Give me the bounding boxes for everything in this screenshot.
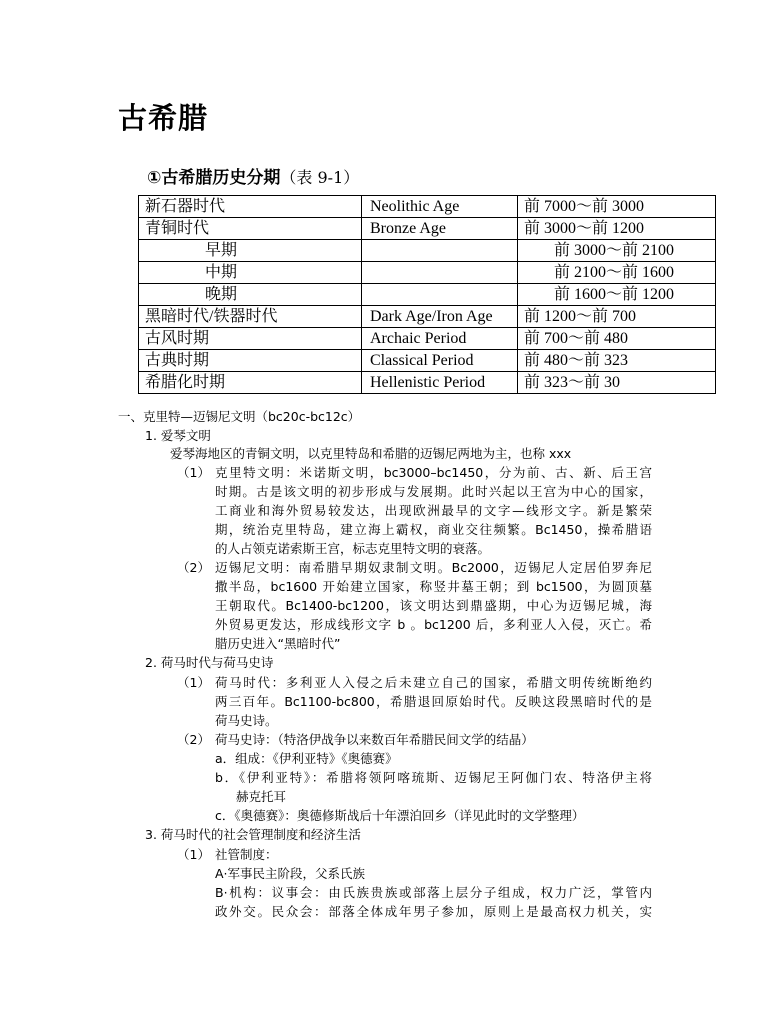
paragraph-line: A·军事民主阶段，父系氏族	[215, 866, 366, 881]
paragraph-line: 两三百年。Bc1100-bc800，希腊退回原始时代。反映这段黑暗时代的是	[215, 694, 652, 709]
paragraph-line: 荷马史诗：（特洛伊战争以来数百年希腊民间文学的结晶）	[215, 732, 534, 747]
table-cell: 前 1200～前 700	[518, 306, 716, 328]
subsection-heading: 2. 荷马时代与荷马史诗	[145, 655, 274, 670]
table-cell: 中期	[139, 262, 362, 284]
list-marker: （1）	[177, 847, 210, 862]
paragraph-line: 政外交。民众会：部落全体成年男子参加，原则上是最高权力机关，实	[215, 904, 652, 919]
paragraph-line: b．《伊利亚特》：希腊将领阿喀琉斯、迈锡尼王阿伽门农、特洛伊主将	[215, 770, 652, 785]
section-heading-1: 一、克里特—迈锡尼文明（bc20c-bc12c）	[118, 409, 361, 424]
table-row	[139, 372, 716, 394]
paragraph-line: 期，统治克里特岛，建立海上霸权，商业交往频繁。Bc1450，操希腊语	[215, 522, 652, 537]
table-cell: 希腊化时期	[139, 372, 362, 394]
history-period-table	[138, 195, 716, 394]
paragraph-line: B·机构：议事会：由氏族贵族或部落上层分子组成，权力广泛，掌管内	[215, 885, 652, 900]
table-cell: Hellenistic Period	[362, 372, 518, 394]
paragraph-line: a．组成：《伊利亚特》《奥德赛》	[215, 751, 398, 766]
table-cell	[362, 262, 518, 284]
subsection-heading: 3. 荷马时代的社会管理制度和经济生活	[145, 827, 361, 842]
table-row	[139, 262, 716, 284]
table-row	[139, 196, 716, 218]
table-cell: 前 3000～前 1200	[518, 218, 716, 240]
paragraph-line: 爱琴海地区的青铜文明，以克里特岛和希腊的迈锡尼两地为主，也称 xxx	[170, 446, 572, 461]
table-cell: 新石器时代	[139, 196, 362, 218]
section-heading-text: ①古希腊历史分期	[147, 168, 281, 188]
table-row	[139, 350, 716, 372]
paragraph-line: c．《奥德赛》：奥德修斯战后十年漂泊回乡（详见此时的文学整理）	[215, 808, 585, 823]
paragraph-line: 王朝取代。Bc1400-bc1200，该文明达到鼎盛期，中心为迈锡尼城，海	[215, 598, 652, 613]
table-cell: Archaic Period	[362, 328, 518, 350]
table-cell: 黑暗时代/铁器时代	[139, 306, 362, 328]
section-heading	[147, 163, 359, 188]
table-cell: 前 323～前 30	[518, 372, 716, 394]
table-cell	[362, 284, 518, 306]
table-cell: Neolithic Age	[362, 196, 518, 218]
table-cell: 古典时期	[139, 350, 362, 372]
paragraph-line: 撒半岛，bc1600 开始建立国家，称竖井墓王朝；到 bc1500，为圆顶墓	[215, 579, 652, 594]
paragraph-line: 赫克托耳	[236, 789, 287, 804]
table-row	[139, 218, 716, 240]
paragraph-line: 荷马史诗。	[215, 713, 278, 728]
page-title: 古希腊	[118, 101, 209, 135]
table-cell: 前 3000～前 2100	[518, 240, 716, 262]
table-cell: 前 480～前 323	[518, 350, 716, 372]
paragraph-line: 社管制度：	[215, 847, 278, 862]
table-cell: 青铜时代	[139, 218, 362, 240]
paragraph-line: 外贸易更发达，形成线形文字 b 。bc1200 后，多利亚人入侵，灭亡。希	[215, 617, 652, 632]
table-cell: 晚期	[139, 284, 362, 306]
table-row	[139, 306, 716, 328]
table-cell: Dark Age/Iron Age	[362, 306, 518, 328]
paragraph-line: 克里特文明：米诺斯文明，bc3000–bc1450，分为前、古、新、后王宫	[215, 465, 652, 480]
section-heading-suffix: （表 9-1）	[280, 168, 360, 187]
table-cell: 前 2100～前 1600	[518, 262, 716, 284]
table-cell: Classical Period	[362, 350, 518, 372]
list-marker: （2）	[177, 732, 210, 747]
table-cell: 古风时期	[139, 328, 362, 350]
subsection-heading: 1. 爱琴文明	[145, 428, 211, 443]
paragraph-line: 腊历史进入“黑暗时代”	[215, 636, 341, 651]
list-marker: （2）	[177, 560, 210, 575]
paragraph-line: 荷马时代：多利亚人入侵之后未建立自己的国家，希腊文明传统断绝约	[215, 675, 652, 690]
paragraph-line: 迈锡尼文明：南希腊早期奴隶制文明。Bc2000，迈锡尼人定居伯罗奔尼	[215, 560, 652, 575]
table-row	[139, 240, 716, 262]
table-cell	[362, 240, 518, 262]
table-row	[139, 284, 716, 306]
paragraph-line: 时期。古是该文明的初步形成与发展期。此时兴起以王宫为中心的国家，	[215, 484, 652, 499]
table-cell: 前 7000～前 3000	[518, 196, 716, 218]
table-row	[139, 328, 716, 350]
table-cell: 前 700～前 480	[518, 328, 716, 350]
table-cell: 前 1600～前 1200	[518, 284, 716, 306]
list-marker: （1）	[177, 465, 210, 480]
paragraph-line: 的人占领克诺索斯王宫，标志克里特文明的衰落。	[215, 541, 491, 556]
table-cell: 早期	[139, 240, 362, 262]
table-cell: Bronze Age	[362, 218, 518, 240]
paragraph-line: 工商业和海外贸易较发达，出现欧洲最早的文字—线形文字。新是繁荣	[215, 503, 652, 518]
list-marker: （1）	[177, 675, 210, 690]
